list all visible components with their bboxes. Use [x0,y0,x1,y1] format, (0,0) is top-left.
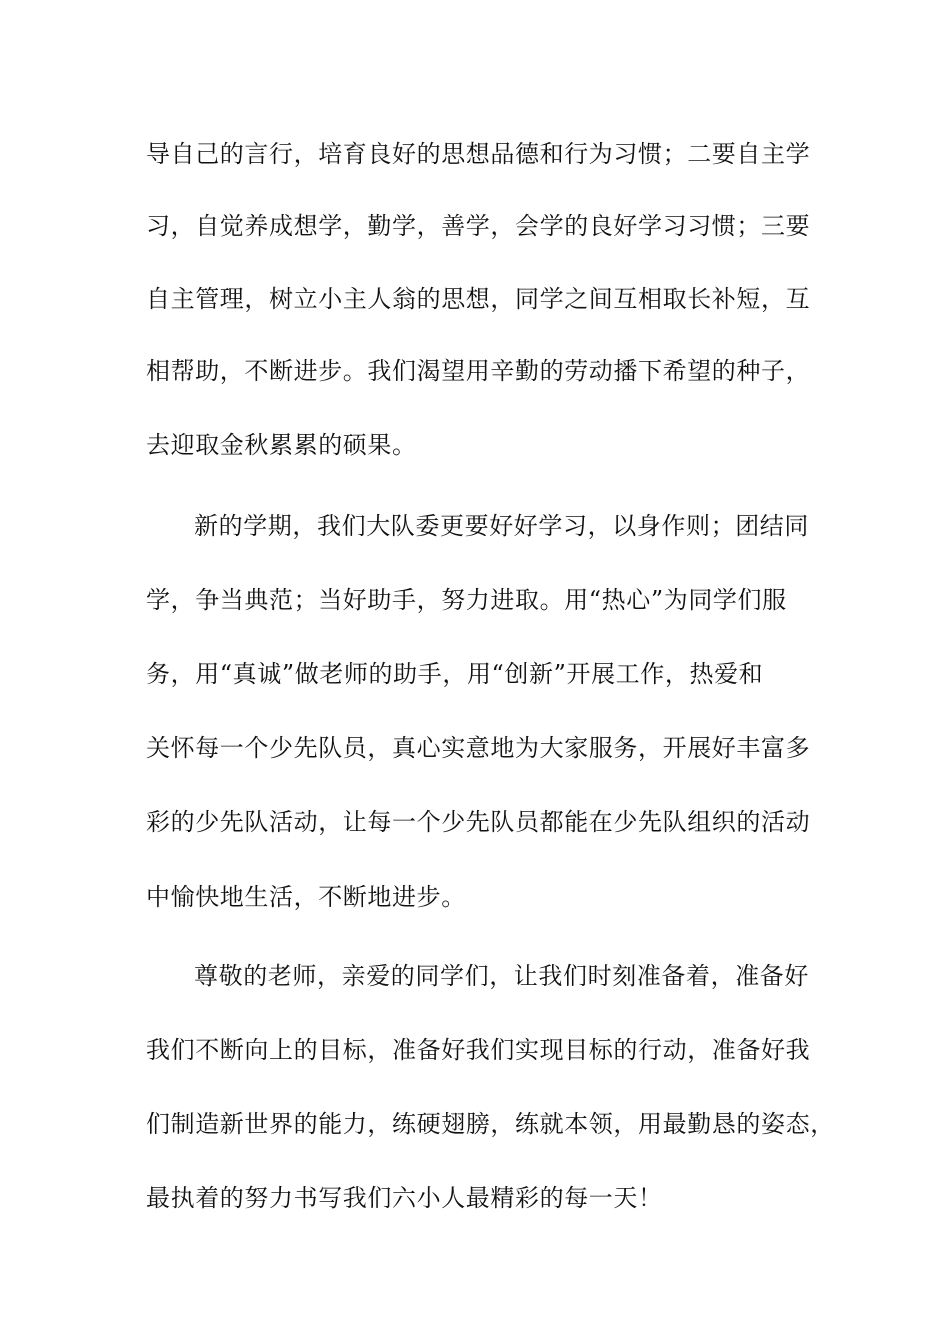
paragraph-2-line-2: 学，争当典范；当好助手，努力进取。用“热心”为同学们服 [146,586,787,614]
paragraph-1-line-4: 相帮助，不断进步。我们渴望用辛勤的劳动播下希望的种子， [146,357,811,385]
paragraph-1-line-2: 习，自觉养成想学，勤学，善学，会学的良好学习习惯；三要 [146,212,811,240]
paragraph-2-line-3: 务，用“真诚”做老师的助手，用“创新”开展工作，热爱和 [146,660,764,688]
paragraph-1-line-1: 导自己的言行，培育良好的思想品德和行为习惯；二要自主学 [146,140,811,168]
paragraph-3-line-2: 我们不断向上的目标，准备好我们实现目标的行动，准备好我 [146,1036,811,1064]
paragraph-2-line-1: 新的学期，我们大队委更要好好学习，以身作则；团结同 [194,512,809,540]
paragraph-1-line-3: 自主管理，树立小主人翁的思想，同学之间互相取长补短，互 [146,285,811,313]
paragraph-2-line-6: 中愉快地生活，不断地进步。 [146,883,466,911]
paragraph-3-line-3: 们制造新世界的能力，练硬翅膀，练就本领，用最勤恳的姿态， [146,1110,835,1138]
paragraph-1-line-5: 去迎取金秋累累的硕果。 [146,431,417,459]
paragraph-3-line-1: 尊敬的老师，亲爱的同学们，让我们时刻准备着，准备好 [194,962,809,990]
paragraph-2-line-4: 关怀每一个少先队员，真心实意地为大家服务，开展好丰富多 [146,734,811,762]
paragraph-2-line-5: 彩的少先队活动，让每一个少先队员都能在少先队组织的活动 [146,808,811,836]
paragraph-3-line-4: 最执着的努力书写我们六小人最精彩的每一天！ [146,1184,663,1212]
